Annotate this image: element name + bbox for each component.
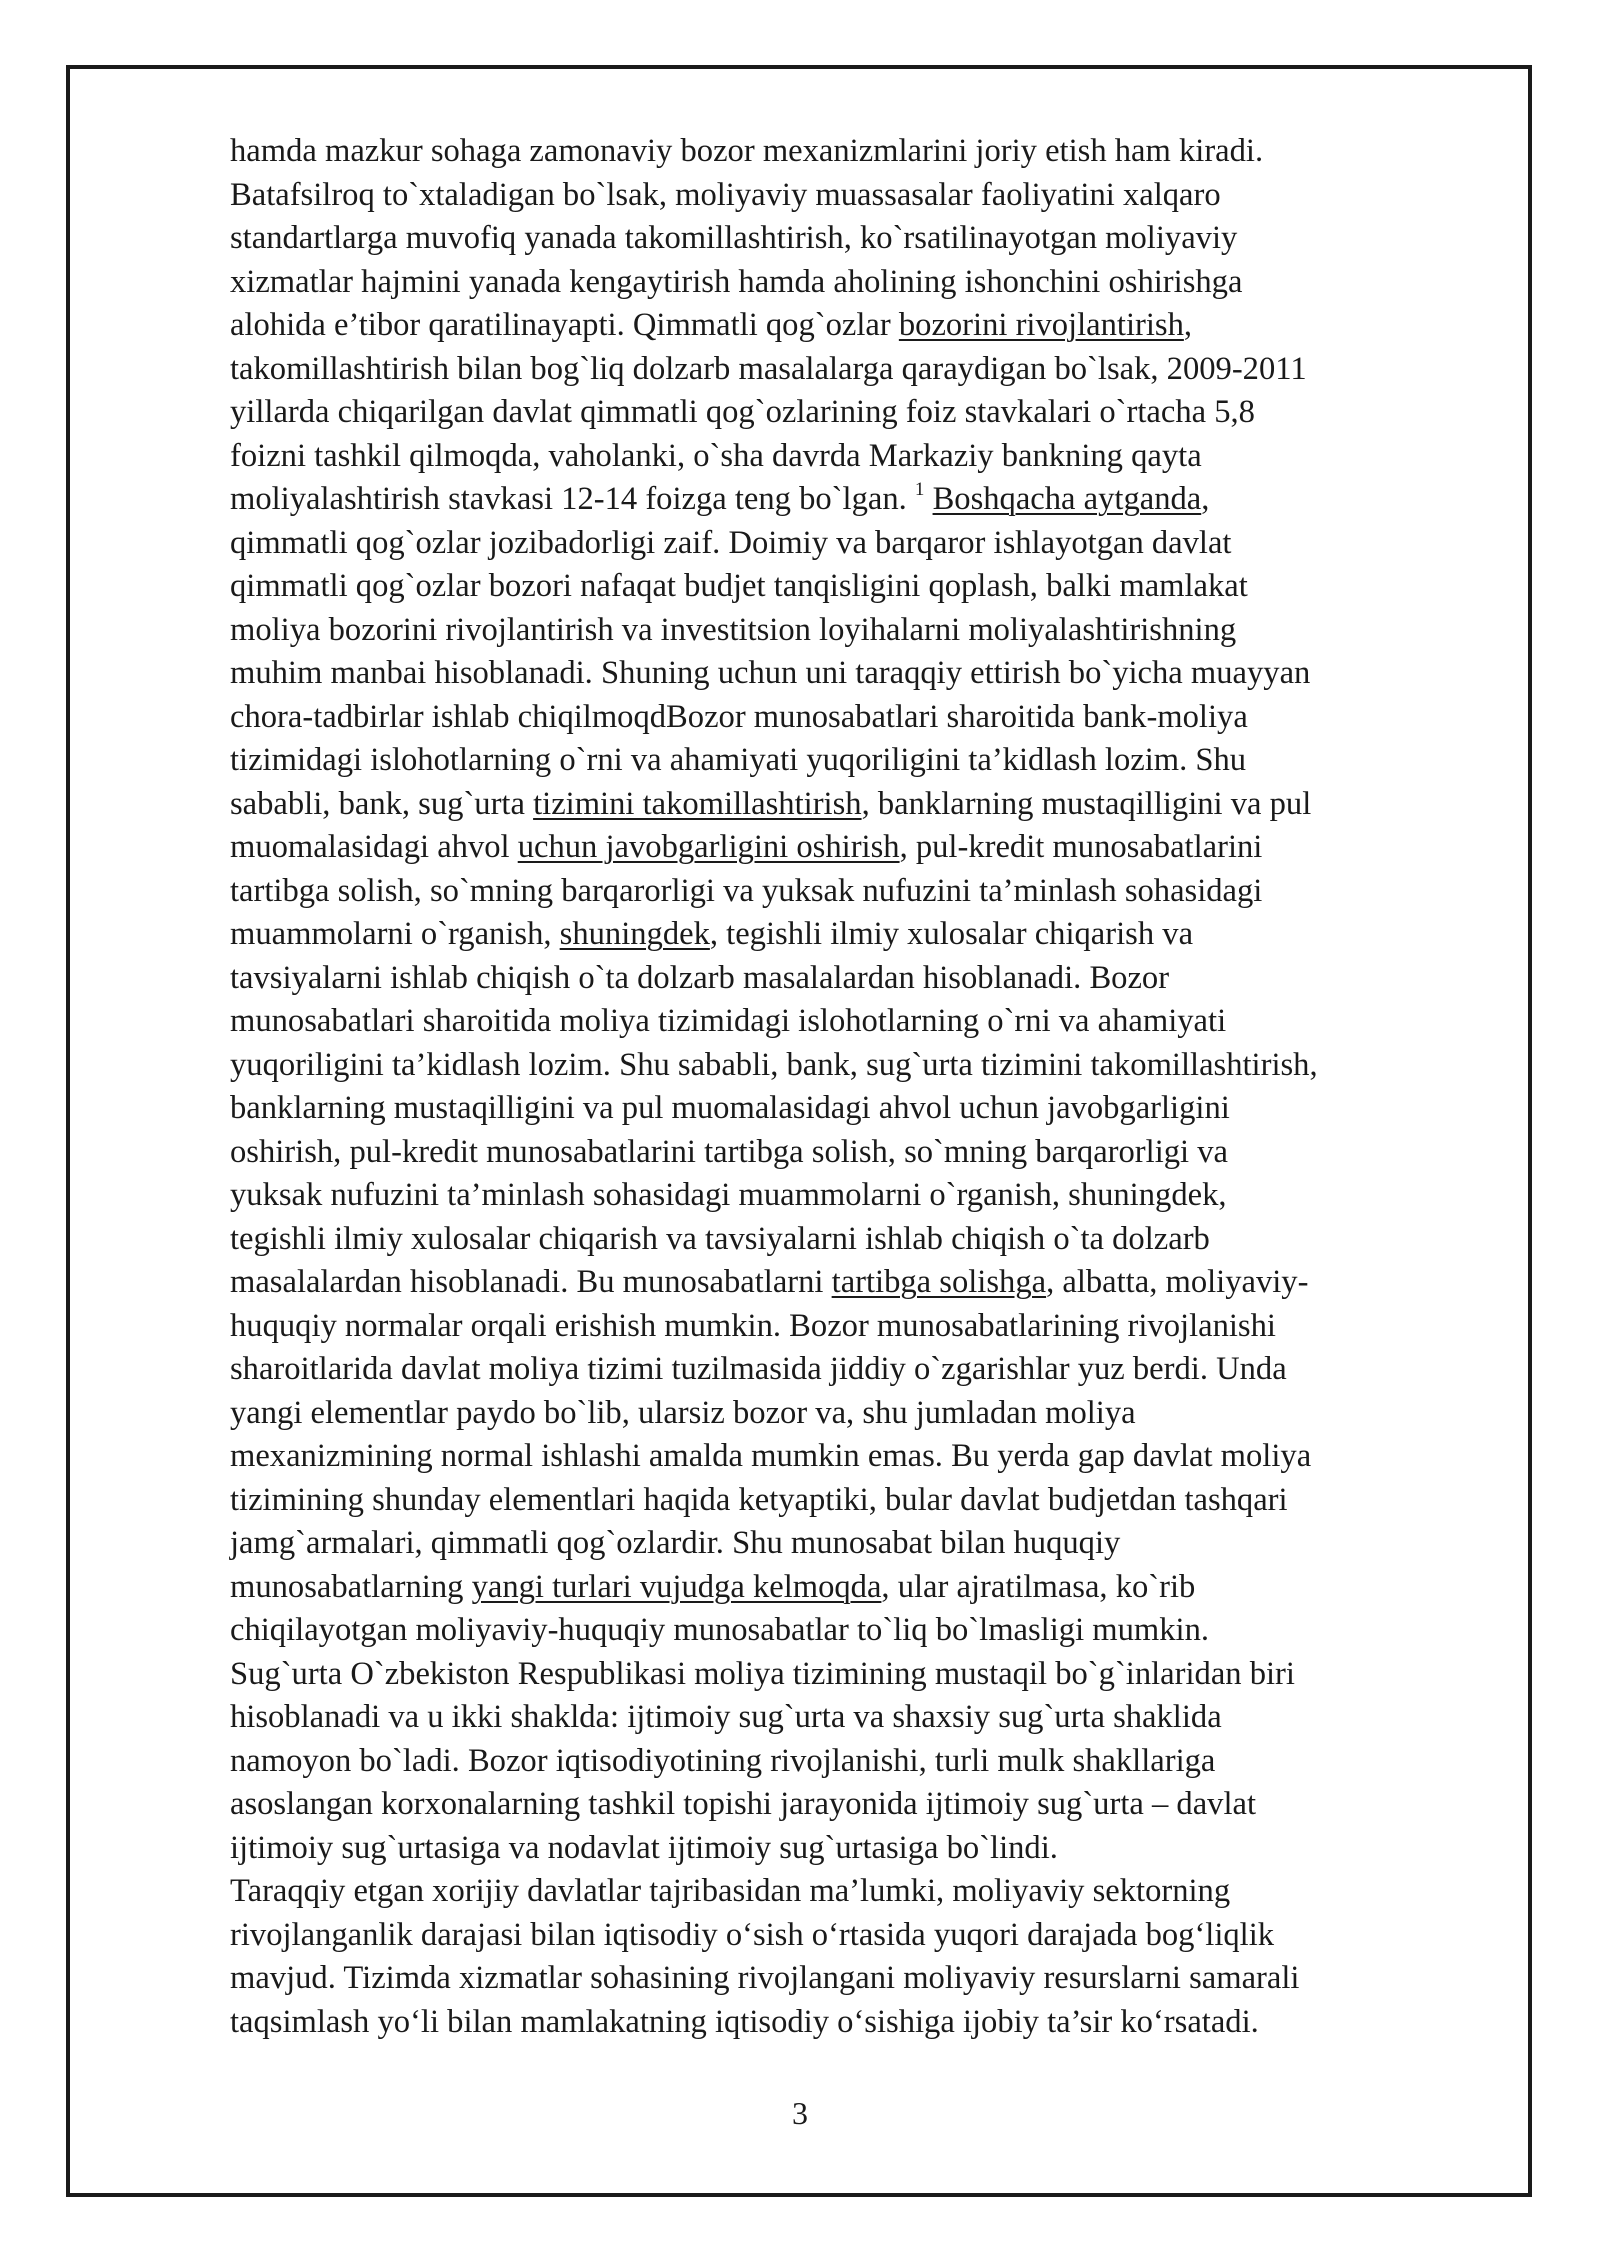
text-line: [230, 2001, 1500, 2045]
text-run: yillarda chiqarilgan davlat qimmatli qog`ozlarining foiz stavkalari o`rtacha 5,8: [230, 394, 1255, 430]
text-line: [230, 478, 1500, 522]
text-run: hamda mazkur sohaga zamonaviy bozor mexanizmlarini joriy etish ham kiradi.: [230, 133, 1264, 169]
text-line: [230, 696, 1500, 740]
text-run: rivojlanganlik darajasi bilan iqtisodiy o‘sish o‘rtasida yuqori darajada bog‘liqlik: [230, 1916, 1275, 1953]
body-text: [230, 130, 1500, 2044]
text-line: [230, 1566, 1500, 1610]
text-line: [230, 1783, 1500, 1827]
text-line: [230, 1957, 1500, 2001]
text-run: huquqiy normalar orqali erishish mumkin. Bozor munosabatlarining rivojlanishi: [230, 1307, 1276, 1344]
text-line: [230, 1870, 1500, 1914]
text-run: takomillashtirish bilan bog`liq dolzarb masalalarga qaraydigan bo`lsak, 2009-2011: [230, 350, 1307, 387]
text-run: namoyon bo`ladi. Bozor iqtisodiyotining rivojlanishi, turli mulk shakllariga: [230, 1742, 1216, 1779]
text-line: [230, 435, 1500, 479]
text-run: , ular ajratilmasa, ko`rib: [881, 1568, 1196, 1605]
text-line: [230, 957, 1500, 1001]
text-run: taqsimlash yo‘li bilan mamlakatning iqtisodiy o‘sishiga ijobiy ta’sir ko‘rsatadi.: [230, 2003, 1259, 2040]
text-line: [230, 1131, 1500, 1175]
inline-link[interactable]: bozorini rivojlantirish: [898, 307, 1184, 343]
page-number: 3: [792, 2095, 808, 2131]
text-run: sababli, bank, sug`urta: [230, 785, 534, 822]
text-run: qimmatli qog`ozlar bozori nafaqat budjet tanqisligini qoplash, balki mamlakat: [230, 568, 1248, 604]
text-line: [230, 174, 1500, 218]
text-run: jamg`armalari, qimmatli qog`ozlardir. Shu munosabat bilan huquqiy: [230, 1525, 1121, 1561]
text-line: [230, 739, 1500, 783]
text-line: [230, 1827, 1500, 1871]
text-line: [230, 1218, 1500, 1262]
inline-link[interactable]: tizimini takomillashtirish: [533, 785, 862, 822]
text-line: [230, 1305, 1500, 1349]
text-line: [230, 1740, 1500, 1784]
text-line: [230, 1174, 1500, 1218]
text-line: [230, 913, 1500, 957]
text-line: [230, 130, 1500, 174]
footnote-marker: 1: [914, 479, 925, 500]
inline-link[interactable]: yangi turlari vujudga kelmoqda: [471, 1568, 882, 1605]
text-run: tizimidagi islohotlarning o`rni va ahamiyati yuqoriligini ta’kidlash lozim. Shu: [230, 742, 1247, 778]
text-line: [230, 1000, 1500, 1044]
text-run: masalalardan hisoblanadi. Bu munosabatlarni: [230, 1264, 832, 1300]
text-run: foizni tashkil qilmoqda, vaholanki, o`sha davrda Markaziy bankning qayta: [230, 437, 1202, 474]
text-line: [230, 870, 1500, 914]
text-run: standartlarga muvofiq yanada takomillashtirish, ko`rsatilinayotgan moliyaviy: [230, 220, 1238, 256]
text-line: [230, 1696, 1500, 1740]
text-line: [230, 1348, 1500, 1392]
text-line: [230, 565, 1500, 609]
text-run: banklarning mustaqilligini va pul muomalasidagi ahvol uchun javobgarligini: [230, 1090, 1230, 1126]
text-run: asoslangan korxonalarning tashkil topishi jarayonida ijtimoiy sug`urta – davlat: [230, 1786, 1257, 1822]
text-run: tegishli ilmiy xulosalar chiqarish va tavsiyalarni ishlab chiqish o`ta dolzarb: [230, 1220, 1210, 1257]
text-run: muomalasidagi ahvol: [230, 829, 518, 865]
text-line: [230, 1435, 1500, 1479]
text-run: chiqilayotgan moliyaviy-huquqiy munosabatlar to`liq bo`lmasligi mumkin.: [230, 1612, 1210, 1648]
text-run: yangi elementlar paydo bo`lib, ularsiz bozor va, shu jumladan moliya: [230, 1394, 1136, 1431]
text-line: [230, 1653, 1500, 1697]
text-run: qimmatli qog`ozlar jozibadorligi zaif. Doimiy va barqaror ishlayotgan davlat: [230, 524, 1232, 561]
text-run: hisoblanadi va u ikki shaklda: ijtimoiy sug`urta va shaxsiy sug`urta shaklida: [230, 1699, 1222, 1735]
text-line: [230, 652, 1500, 696]
text-line: [230, 1261, 1500, 1305]
text-run: mexanizmining normal ishlashi amalda mumkin emas. Bu yerda gap davlat moliya: [230, 1438, 1312, 1474]
inline-link[interactable]: uchun javobgarligini oshirish: [517, 829, 900, 865]
text-run: ijtimoiy sug`urtasiga va nodavlat ijtimoiy sug`urtasiga bo`lindi.: [230, 1829, 1058, 1866]
text-run: ,: [1201, 481, 1210, 517]
text-run: sharoitlarida davlat moliya tizimi tuzilmasida jiddiy o`zgarishlar yuz berdi. Unda: [230, 1351, 1287, 1387]
text-run: muammolarni o`rganish,: [230, 916, 560, 952]
text-run: chora-tadbirlar ishlab chiqilmoqdBozor munosabatlari sharoitida bank-moliya: [230, 698, 1248, 735]
text-line: [230, 391, 1500, 435]
inline-link[interactable]: shuningdek: [559, 916, 710, 952]
text-run: ,: [1183, 307, 1193, 343]
text-run: moliyalashtirish stavkasi 12-14 foizga teng bo`lgan.: [230, 481, 915, 517]
text-run: , albatta, moliyaviy-: [1046, 1264, 1309, 1300]
text-line: [230, 1044, 1500, 1088]
text-line: [230, 522, 1500, 566]
text-run: Batafsilroq to`xtaladigan bo`lsak, moliyaviy muassasalar faoliyatini xalqaro: [230, 176, 1221, 213]
text-line: [230, 1479, 1500, 1523]
text-line: [230, 1914, 1500, 1958]
inline-link[interactable]: tartibga solishga: [831, 1264, 1047, 1300]
text-run: , banklarning mustaqilligini va pul: [861, 785, 1312, 822]
text-run: , pul-kredit munosabatlarini: [899, 829, 1263, 865]
text-run: Sug`urta O`zbekiston Respublikasi moliya tizimining mustaqil bo`g`inlaridan biri: [230, 1655, 1295, 1692]
text-line: [230, 609, 1500, 653]
text-run: tizimining shunday elementlari haqida ketyaptiki, bular davlat budjetdan tashqari: [230, 1481, 1288, 1518]
text-run: munosabatlari sharoitida moliya tizimidagi islohotlarning o`rni va ahamiyati: [230, 1003, 1227, 1039]
text-run: moliya bozorini rivojlantirish va investitsion loyihalarni moliyalashtirishning: [230, 611, 1237, 648]
text-line: [230, 348, 1500, 392]
text-run: muhim manbai hisoblanadi. Shuning uchun uni taraqqiy ettirish bo`yicha muayyan: [230, 655, 1311, 691]
text-line: [230, 217, 1500, 261]
text-run: , tegishli ilmiy xulosalar chiqarish va: [709, 916, 1194, 952]
text-run: oshirish, pul-kredit munosabatlarini tartibga solish, so`mning barqarorligi va: [230, 1133, 1228, 1170]
text-run: alohida e’tibor qaratilinayapti. Qimmatli qog`ozlar: [230, 307, 899, 343]
text-run: yuksak nufuzini ta’minlash sohasidagi muammolarni o`rganish, shuningdek,: [230, 1177, 1227, 1213]
text-line: [230, 1609, 1500, 1653]
text-line: [230, 826, 1500, 870]
text-run: [924, 481, 932, 517]
text-run: yuqoriligini ta’kidlash lozim. Shu sababli, bank, sug`urta tizimini takomillashtirish,: [230, 1046, 1318, 1083]
text-line: [230, 783, 1500, 827]
text-line: [230, 261, 1500, 305]
text-run: mavjud. Tizimda xizmatlar sohasining rivojlangani moliyaviy resurslarni samarali: [230, 1960, 1300, 1996]
text-line: [230, 1087, 1500, 1131]
text-run: tartibga solish, so`mning barqarorligi va yuksak nufuzini ta’minlash sohasidagi: [230, 872, 1263, 909]
text-run: Taraqqiy etgan xorijiy davlatlar tajribasidan ma’lumki, moliyaviy sektorning: [230, 1873, 1231, 1909]
text-line: [230, 1522, 1500, 1566]
text-run: tavsiyalarni ishlab chiqish o`ta dolzarb masalalardan hisoblanadi. Bozor: [230, 959, 1170, 996]
inline-link[interactable]: Boshqacha aytganda: [932, 481, 1202, 517]
text-line: [230, 1392, 1500, 1436]
text-run: munosabatlarning: [230, 1568, 472, 1605]
text-line: [230, 304, 1500, 348]
text-run: xizmatlar hajmini yanada kengaytirish hamda aholining ishonchini oshirishga: [230, 263, 1243, 300]
